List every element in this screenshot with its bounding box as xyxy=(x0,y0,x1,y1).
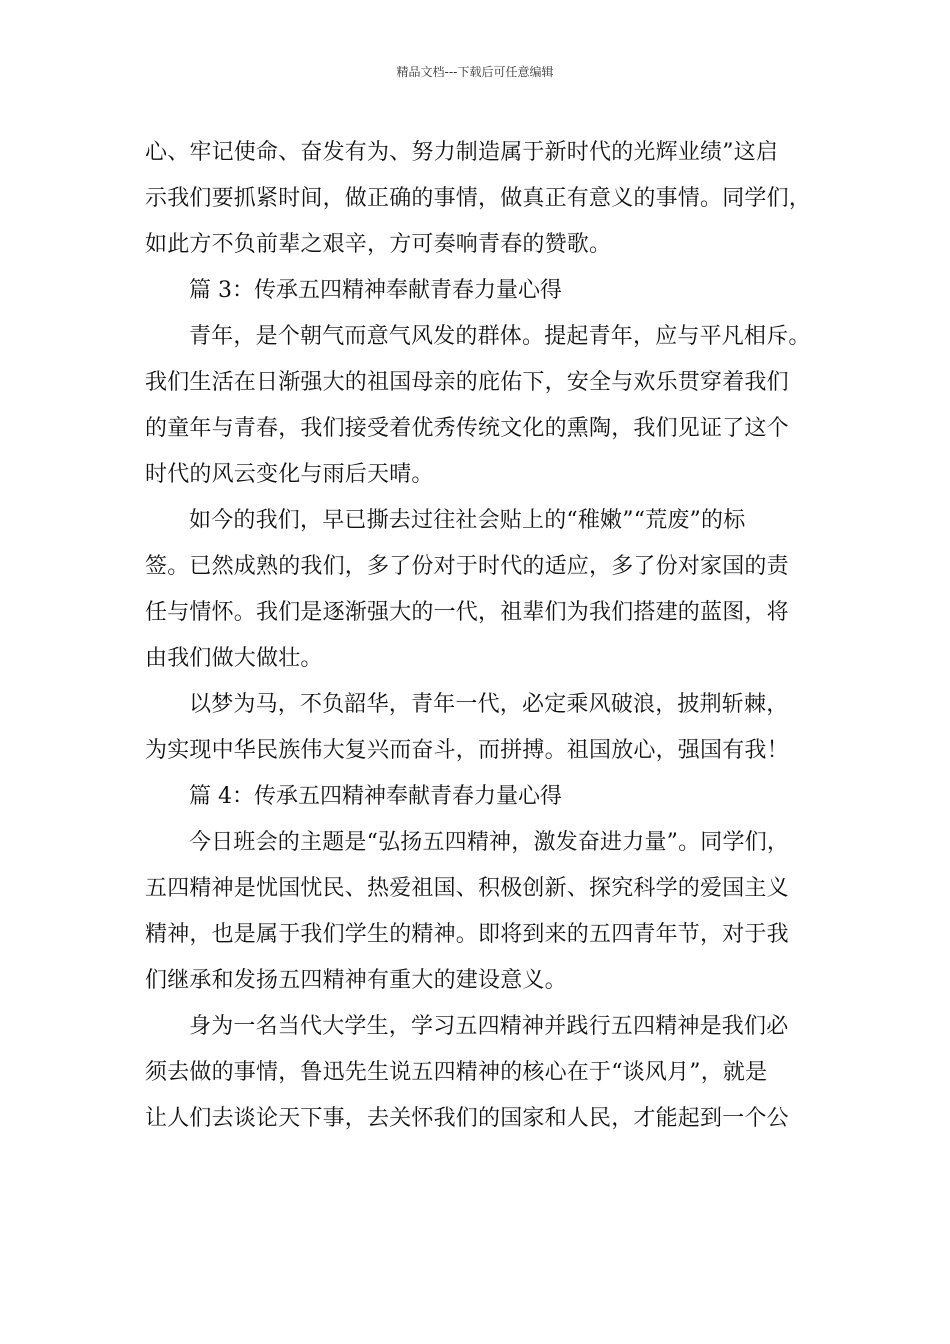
paragraph xyxy=(145,498,835,682)
page-header: 精品文档---下载后可任意编辑 xyxy=(396,65,554,79)
paragraph xyxy=(145,682,835,774)
section-heading-4: 篇 4：传承五四精神奉献青春力量心得 xyxy=(189,784,562,809)
text-line: 心、牢记使命、奋发有为、努力制造属于新时代的光辉业绩”这启 xyxy=(145,140,779,165)
text-line: 五四精神是忧国忧民、热爱祖国、积极创新、探究科学的爱国主义 xyxy=(145,876,789,901)
text-line: 为实现中华民族伟大复兴而奋斗，而拼搏。祖国放心，强国有我！ xyxy=(145,738,789,763)
text-line: 的童年与青春，我们接受着优秀传统文化的熏陶，我们见证了这个 xyxy=(145,416,789,441)
paragraph xyxy=(145,314,835,498)
text-line: 如此方不负前辈之艰辛，方可奏响青春的赞歌。 xyxy=(145,232,612,257)
text-line: 由我们做大做壮。 xyxy=(145,646,323,671)
text-line: 须去做的事情，鲁迅先生说五四精神的核心在于“谈风月”，就是 xyxy=(145,1060,768,1085)
text-line: 以梦为马，不负韶华，青年一代，必定乘风破浪，披荆斩棘， xyxy=(189,692,789,717)
text-line: 今日班会的主题是“弘扬五四精神，激发奋进力量”。同学们， xyxy=(189,830,790,855)
text-line: 精神，也是属于我们学生的精神。即将到来的五四青年节，对于我 xyxy=(145,922,789,947)
paragraph-continuation xyxy=(145,130,835,268)
text-line: 时代的风云变化与雨后天晴。 xyxy=(145,462,434,487)
text-line: 身为一名当代大学生，学习五四精神并践行五四精神是我们必 xyxy=(189,1014,789,1039)
text-line: 签。已然成熟的我们，多了份对于时代的适应，多了份对家国的责 xyxy=(145,554,789,579)
text-line: 青年，是个朝气而意气风发的群体。提起青年，应与平凡相斥。 xyxy=(189,324,811,349)
text-line: 们继承和发扬五四精神有重大的建设意义。 xyxy=(145,968,567,993)
paragraph xyxy=(145,1004,835,1142)
section-heading-3: 篇 3：传承五四精神奉献青春力量心得 xyxy=(189,278,562,303)
text-line: 我们生活在日渐强大的祖国母亲的庇佑下，安全与欢乐贯穿着我们 xyxy=(145,370,789,395)
text-line: 任与情怀。我们是逐渐强大的一代，祖辈们为我们搭建的蓝图，将 xyxy=(145,600,789,625)
text-line: 示我们要抓紧时间，做正确的事情，做真正有意义的事情。同学们， xyxy=(145,186,812,211)
text-line: 让人们去谈论天下事，去关怀我们的国家和人民，才能起到一个公 xyxy=(145,1106,789,1131)
document-body xyxy=(145,130,835,1142)
text-line: 如今的我们，早已撕去过往社会贴上的“稚嫩”“荒废”的标 xyxy=(189,508,746,533)
paragraph xyxy=(145,820,835,1004)
